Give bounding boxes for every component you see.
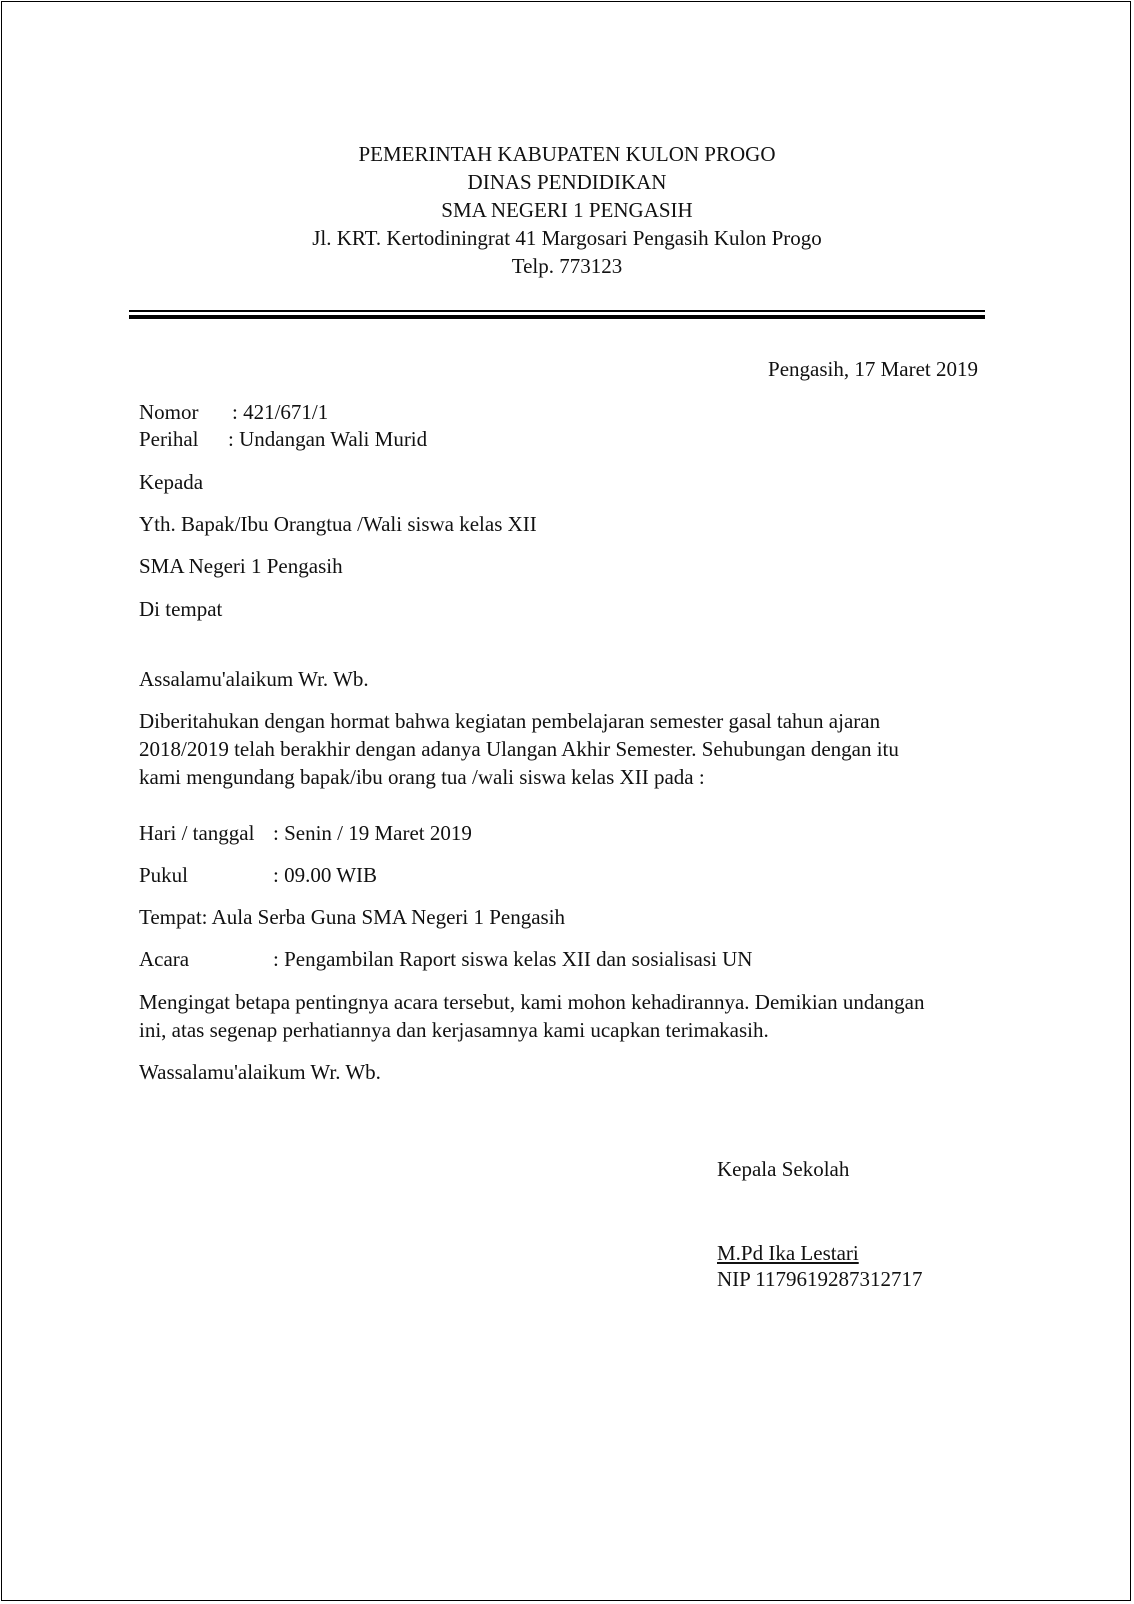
perihal-value: : Undangan Wali Murid [228, 427, 428, 451]
recipient-kepada: Kepada [139, 470, 204, 494]
letterhead-divider-thin [129, 310, 985, 312]
letterhead-phone: Telp. 773123 [511, 254, 623, 278]
detail-acara-value: : Pengambilan Raport siswa kelas XII dan sosialisasi UN [273, 947, 753, 971]
detail-tempat: Tempat: Aula Serba Guna SMA Negeri 1 Pengasih [139, 905, 566, 929]
letter-page [1, 1, 1131, 1601]
detail-pukul-row [139, 862, 377, 888]
farewell: Wassalamu'alaikum Wr. Wb. [139, 1060, 381, 1084]
recipient-ditempat: Di tempat [139, 597, 223, 621]
perihal-row [139, 426, 427, 452]
detail-acara-label: Acara [139, 947, 190, 971]
detail-hari-label: Hari / tanggal [139, 821, 255, 845]
body-line-2: 2018/2019 telah berakhir dengan adanya Ulangan Akhir Semester. Sehubungan dengan itu [139, 737, 899, 761]
signature-title: Kepala Sekolah [717, 1157, 850, 1181]
nomor-value: : 421/671/1 [232, 400, 329, 424]
letterhead-line-2: DINAS PENDIDIKAN [467, 170, 667, 194]
body-line-3: kami mengundang bapak/ibu orang tua /wali siswa kelas XII pada : [139, 765, 705, 789]
detail-hari-row [139, 820, 472, 846]
letterhead-address: Jl. KRT. Kertodiningrat 41 Margosari Pengasih Kulon Progo [312, 226, 822, 250]
greeting: Assalamu'alaikum Wr. Wb. [139, 667, 369, 691]
letterhead-line-3: SMA NEGERI 1 PENGASIH [441, 198, 693, 222]
recipient-yth: Yth. Bapak/Ibu Orangtua /Wali siswa kelas XII [139, 512, 537, 536]
detail-hari-value: : Senin / 19 Maret 2019 [273, 821, 472, 845]
signature-nip: NIP 1179619287312717 [717, 1267, 923, 1291]
detail-pukul-value: : 09.00 WIB [273, 863, 378, 887]
closing-line-1: Mengingat betapa pentingnya acara tersebut, kami mohon kehadirannya. Demikian undangan [139, 990, 925, 1014]
letterhead-line-1: PEMERINTAH KABUPATEN KULON PROGO [358, 142, 776, 166]
closing-line-2: ini, atas segenap perhatiannya dan kerjasamnya kami ucapkan terimakasih. [139, 1018, 769, 1042]
detail-acara-row [139, 946, 752, 972]
recipient-school: SMA Negeri 1 Pengasih [139, 554, 343, 578]
detail-pukul-label: Pukul [139, 863, 189, 887]
nomor-row [139, 399, 328, 425]
body-line-1: Diberitahukan dengan hormat bahwa kegiatan pembelajaran semester gasal tahun ajaran [139, 709, 881, 733]
nomor-label: Nomor [139, 400, 199, 424]
letterhead-divider-thick [129, 315, 985, 319]
signature-name: M.Pd Ika Lestari [717, 1241, 859, 1265]
perihal-label: Perihal [139, 427, 199, 451]
date-place: Pengasih, 17 Maret 2019 [768, 357, 978, 381]
